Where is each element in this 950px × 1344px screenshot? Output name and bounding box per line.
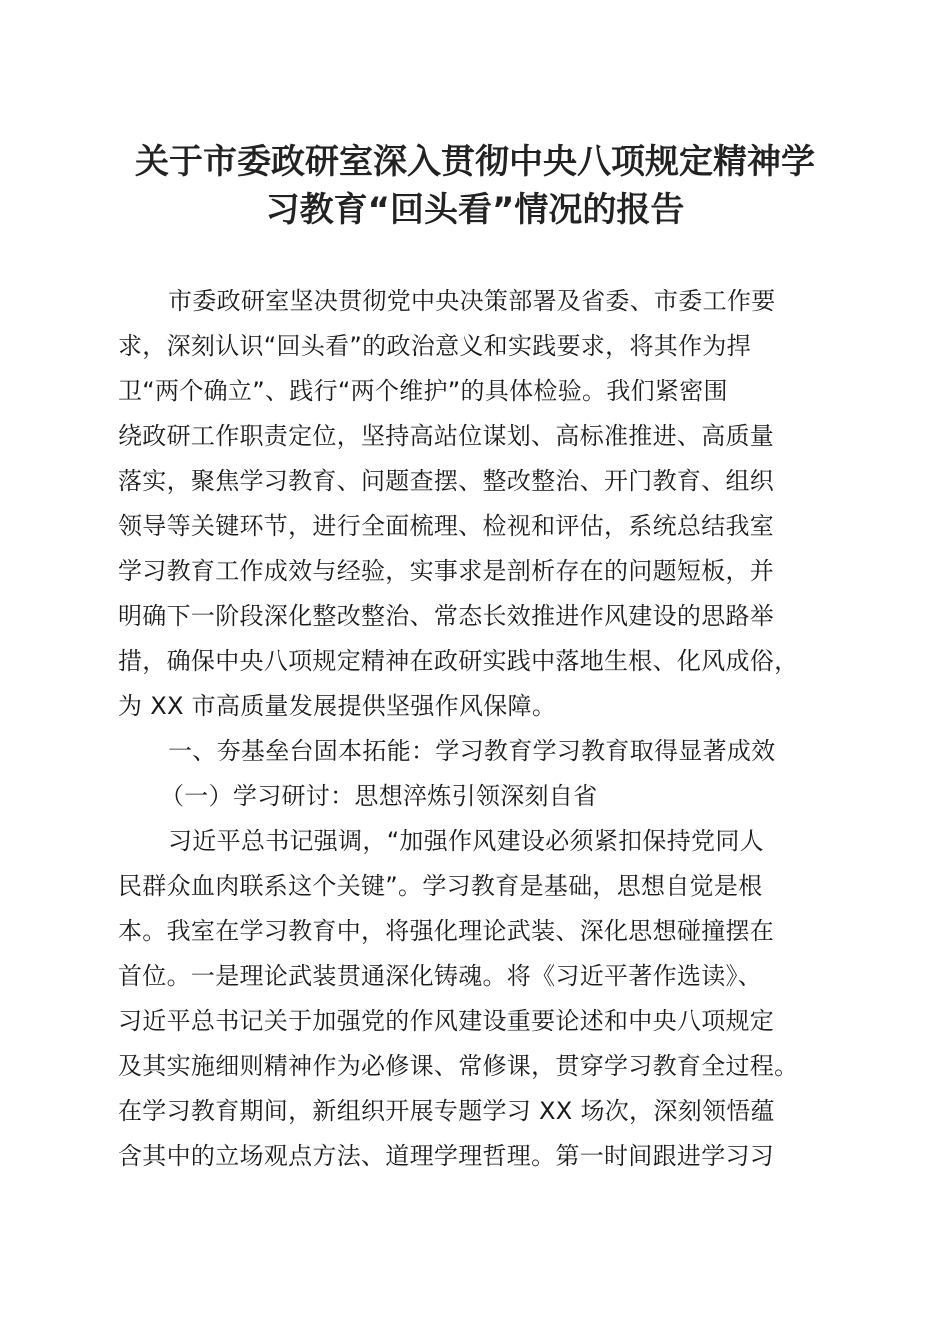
title-line: 关于市委政研室深入贯彻中央八项规定精神学 bbox=[135, 142, 815, 182]
text-line: 习近平总书记关于加强党的作风建设重要论述和中央八项规定 bbox=[118, 1007, 775, 1035]
section-heading-2 bbox=[118, 774, 838, 819]
heading-text: （一）学习研讨：思想淬炼引领深刻自省 bbox=[160, 782, 598, 810]
text-line: 市委政研室坚决贯彻党中央决策部署及省委、市委工作要 bbox=[168, 287, 776, 315]
text-line: 卫“两个确立”、践行“两个维护”的具体检验。我们紧密围 bbox=[118, 377, 728, 405]
text-line: 绕政研工作职责定位，坚持高站位谋划、高标准推进、高质量 bbox=[118, 422, 775, 450]
text-line: 求，深刻认识“回头看”的政治意义和实践要求，将其作为捍 bbox=[118, 332, 751, 360]
section-heading-1 bbox=[118, 729, 838, 774]
paragraph-intro bbox=[118, 279, 838, 729]
title-line: 习教育“回头看”情况的报告 bbox=[265, 190, 685, 230]
text-line: 落实，聚焦学习教育、问题查摆、整改整治、开门教育、组织 bbox=[118, 467, 775, 495]
text-line: 领导等关键环节，进行全面梳理、检视和评估，系统总结我室 bbox=[118, 512, 775, 540]
paragraph-study bbox=[118, 819, 838, 1179]
text-line: 措，确保中央八项规定精神在政研实践中落地生根、化风成俗， bbox=[118, 647, 799, 675]
text-line: 首位。一是理论武装贯通深化铸魂。将《习近平著作选读》、 bbox=[118, 962, 763, 990]
heading-text: 一、夯基垒台固本拓能：学习教育学习教育取得显著成效 bbox=[168, 737, 776, 765]
text-line: 含其中的立场观点方法、道理学理哲理。第一时间跟进学习习 bbox=[118, 1142, 775, 1170]
text-line: 及其实施细则精神作为必修课、常修课，贯穿学习教育全过程。 bbox=[118, 1052, 799, 1080]
document-title bbox=[100, 138, 850, 234]
text-line: 本。我室在学习教育中，将强化理论武装、深化思想碰撞摆在 bbox=[118, 917, 775, 945]
document-body bbox=[118, 279, 838, 1179]
text-line: 民群众血肉联系这个关键”。学习教育是基础，思想自觉是根 bbox=[118, 872, 763, 900]
text-line: 习近平总书记强调，“加强作风建设必须紧扣保持党同人 bbox=[168, 827, 764, 855]
text-line: 在学习教育期间，新组织开展专题学习 XX 场次，深刻领悟蕴 bbox=[118, 1097, 775, 1125]
text-line: 学习教育工作成效与经验，实事求是剖析存在的问题短板，并 bbox=[118, 557, 775, 585]
text-line: 明确下一阶段深化整改整治、常态长效推进作风建设的思路举 bbox=[118, 602, 775, 630]
text-line: 为 XX 市高质量发展提供坚强作风保障。 bbox=[118, 692, 557, 720]
